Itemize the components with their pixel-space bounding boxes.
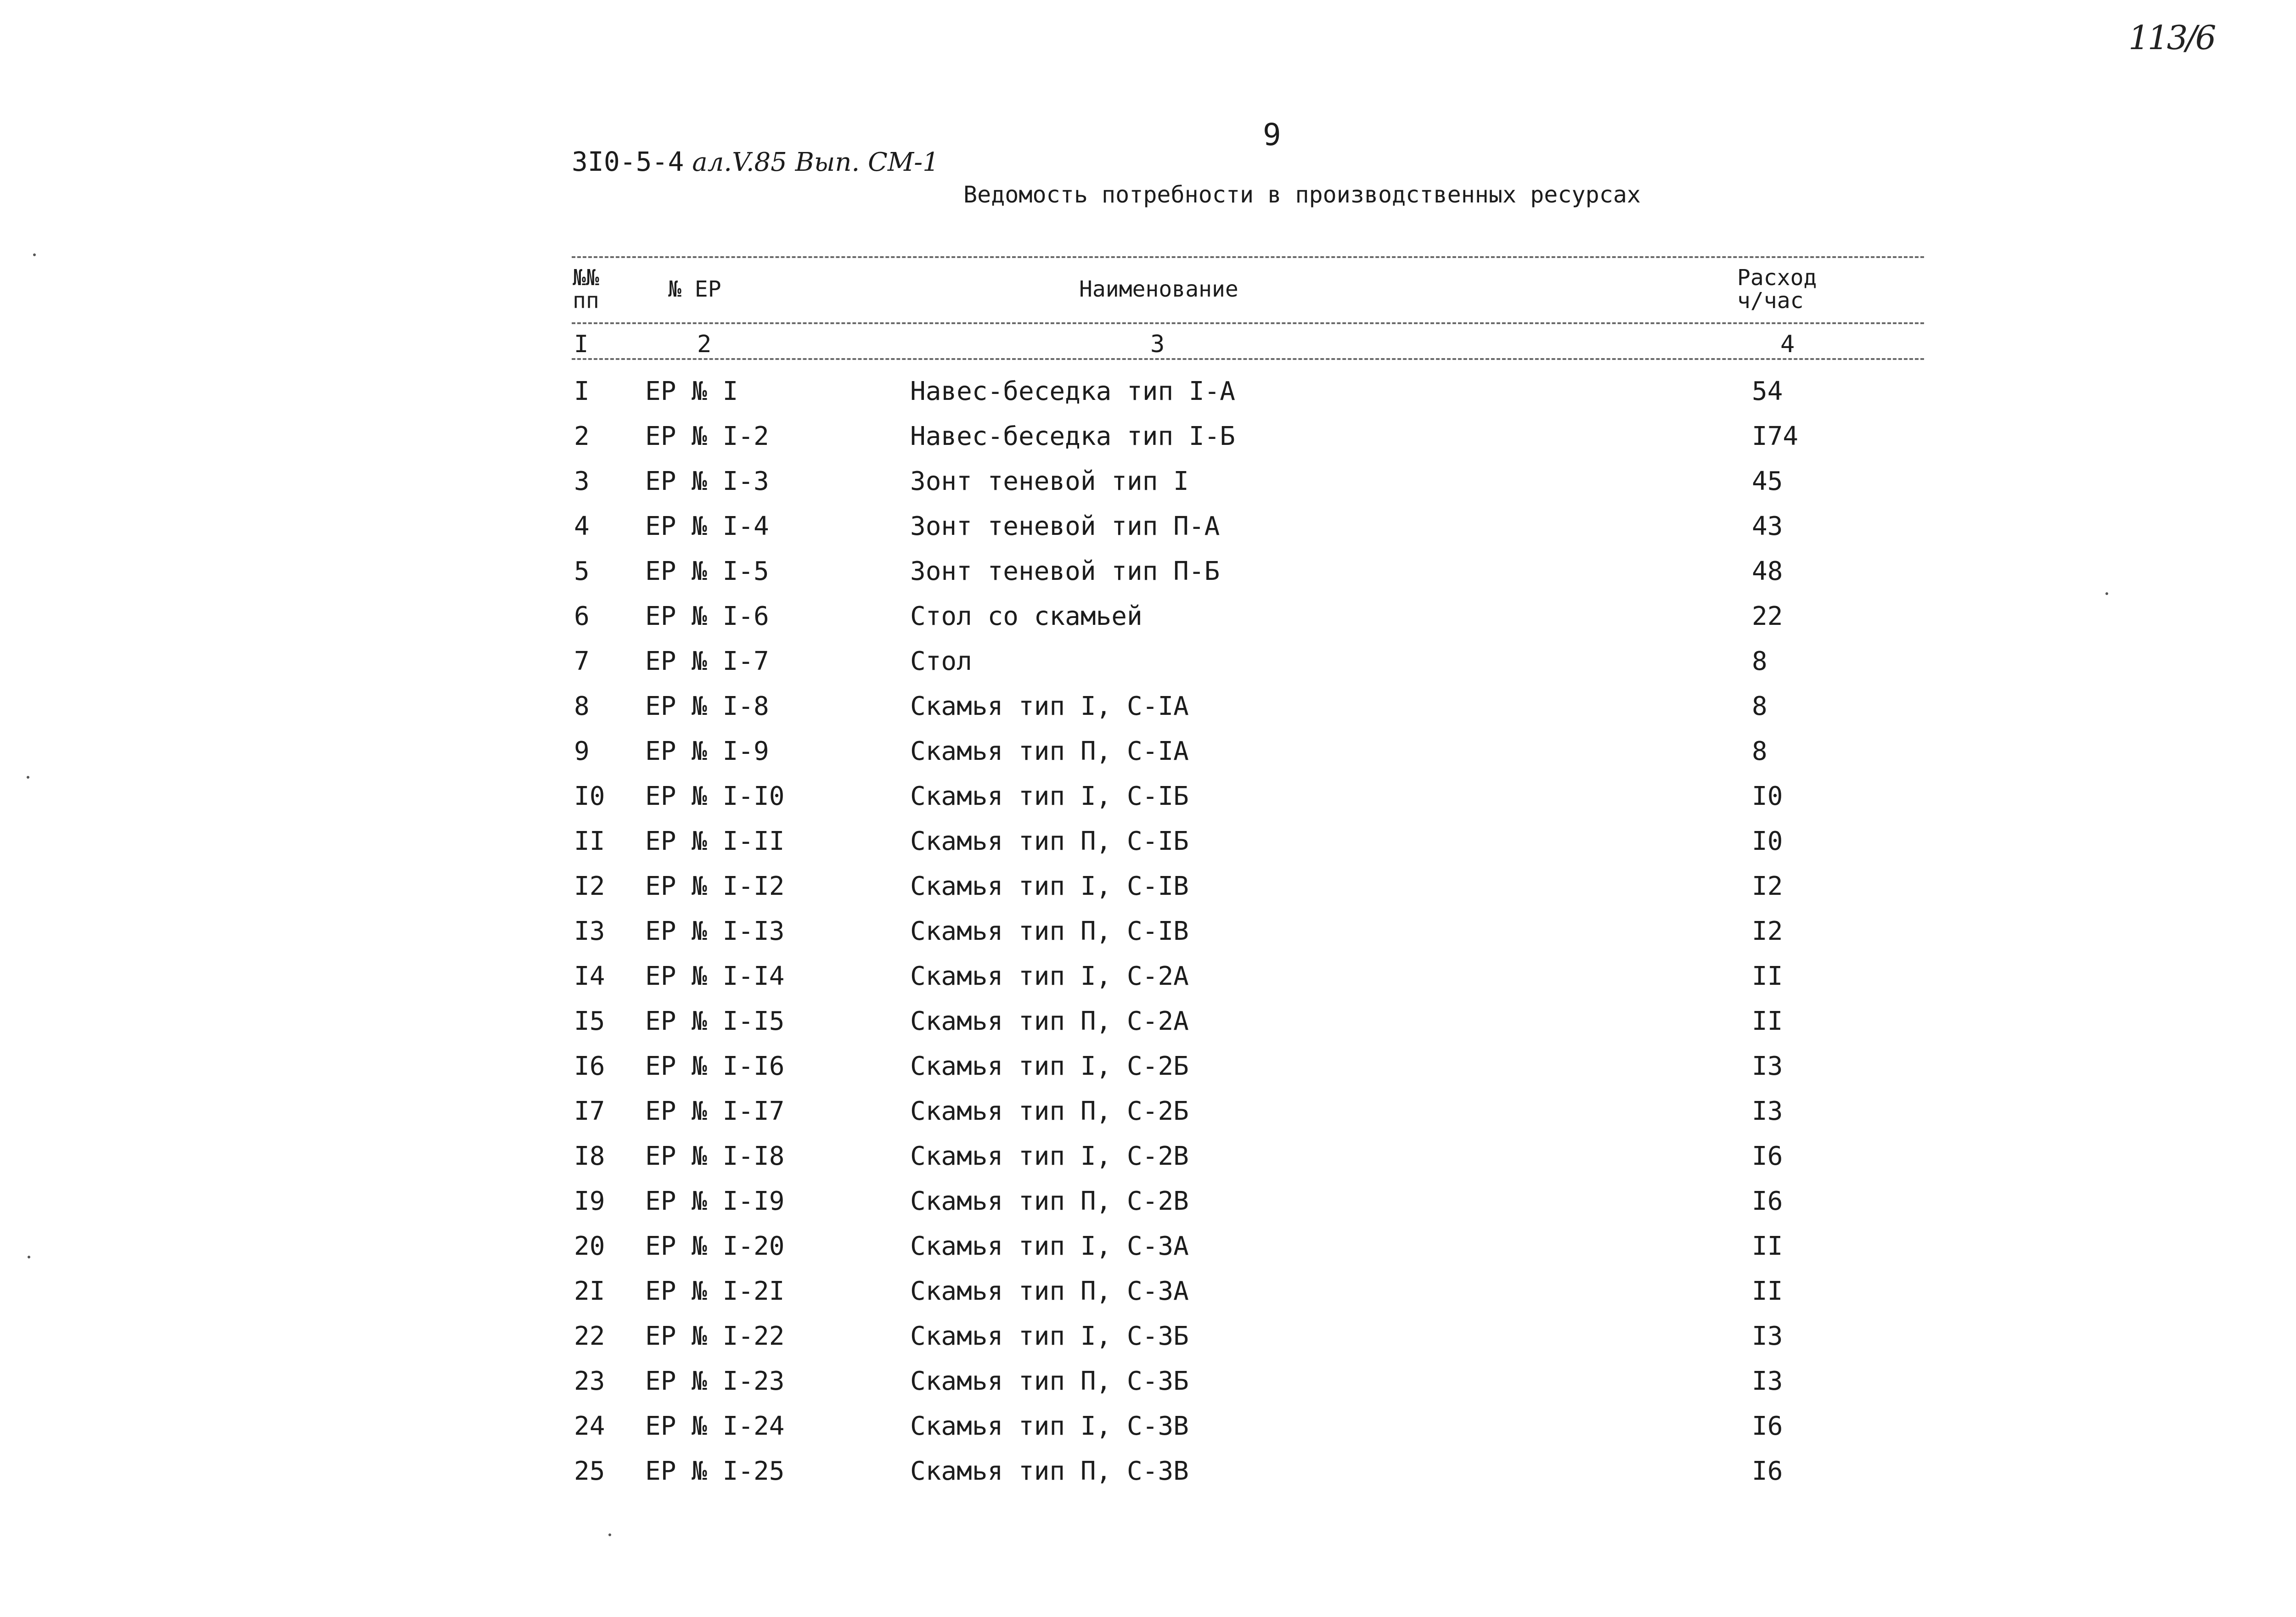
header-consumption (1737, 266, 1817, 312)
row-consumption: II (1752, 1006, 1783, 1036)
row-er-number: ЕР № I-II (645, 826, 785, 856)
row-number: I0 (574, 781, 605, 811)
row-number: 9 (574, 736, 590, 766)
row-name: Скамья тип П, С-IА (910, 736, 1189, 766)
scan-speck (2105, 592, 2108, 595)
row-er-number: ЕР № I-23 (645, 1366, 785, 1396)
table-row (0, 779, 2296, 824)
row-er-number: ЕР № I-9 (645, 736, 769, 766)
row-number: I7 (574, 1096, 605, 1126)
row-er-number: ЕР № I-5 (645, 556, 769, 586)
row-number: 24 (574, 1411, 605, 1441)
row-er-number: ЕР № I-8 (645, 691, 769, 721)
row-consumption: I0 (1752, 781, 1783, 811)
table-row (0, 374, 2296, 419)
row-er-number: ЕР № I-I5 (645, 1006, 785, 1036)
row-number: 6 (574, 601, 590, 631)
row-name: Скамья тип П, С-3Б (910, 1366, 1189, 1396)
row-consumption: I6 (1752, 1186, 1783, 1216)
row-consumption: 54 (1752, 376, 1783, 406)
table-row (0, 1049, 2296, 1094)
table-row (0, 419, 2296, 464)
table-row (0, 464, 2296, 509)
row-name: Скамья тип I, С-2А (910, 961, 1189, 991)
row-name: Скамья тип I, С-IБ (910, 781, 1189, 811)
row-name: Скамья тип П, С-3А (910, 1276, 1189, 1306)
row-number: 22 (574, 1321, 605, 1351)
row-number: I5 (574, 1006, 605, 1036)
row-consumption: I3 (1752, 1096, 1783, 1126)
row-er-number: ЕР № I-7 (645, 646, 769, 676)
row-number: 7 (574, 646, 590, 676)
row-consumption: I2 (1752, 871, 1783, 901)
header-consumption-line1: Расход (1737, 265, 1817, 291)
table-row (0, 1274, 2296, 1319)
row-er-number: ЕР № I-24 (645, 1411, 785, 1441)
row-name: Скамья тип I, С-3А (910, 1231, 1189, 1261)
row-consumption: 45 (1752, 466, 1783, 496)
row-number: 20 (574, 1231, 605, 1261)
row-number: 2 (574, 421, 590, 451)
row-name: Скамья тип I, С-IА (910, 691, 1189, 721)
row-number: 4 (574, 511, 590, 541)
row-number: I (574, 376, 590, 406)
document-code-handwritten: ал.V.85 Вып. СМ-1 (684, 147, 939, 177)
row-consumption: I74 (1752, 421, 1799, 451)
row-er-number: ЕР № I-6 (645, 601, 769, 631)
header-er-number: № ЕР (668, 276, 721, 302)
row-consumption: 8 (1752, 691, 1767, 721)
row-er-number: ЕР № I-I2 (645, 871, 785, 901)
row-consumption: II (1752, 961, 1783, 991)
row-number: 8 (574, 691, 590, 721)
row-number: 23 (574, 1366, 605, 1396)
row-er-number: ЕР № I-I3 (645, 916, 785, 946)
page-number: 9 (1263, 117, 1281, 152)
table-row (0, 734, 2296, 779)
row-er-number: ЕР № I-22 (645, 1321, 785, 1351)
row-name: Навес-беседка тип I-Б (910, 421, 1236, 451)
row-name: Скамья тип П, С-IБ (910, 826, 1189, 856)
row-name: Скамья тип П, С-2Б (910, 1096, 1189, 1126)
row-name: Зонт теневой тип П-Б (910, 556, 1220, 586)
header-consumption-line2: ч/час (1737, 288, 1804, 314)
row-er-number: ЕР № I-I4 (645, 961, 785, 991)
row-consumption: 8 (1752, 736, 1767, 766)
row-consumption: II (1752, 1276, 1783, 1306)
row-consumption: I3 (1752, 1051, 1783, 1081)
row-consumption: 48 (1752, 556, 1783, 586)
table-body (0, 374, 2296, 1499)
row-er-number: ЕР № I-I6 (645, 1051, 785, 1081)
scan-speck (608, 1533, 611, 1536)
row-consumption: I6 (1752, 1411, 1783, 1441)
table-row (0, 599, 2296, 644)
scan-speck (33, 253, 36, 256)
row-er-number: ЕР № I-I8 (645, 1141, 785, 1171)
row-name: Скамья тип I, С-IВ (910, 871, 1189, 901)
row-name: Скамья тип П, С-IВ (910, 916, 1189, 946)
table-row (0, 914, 2296, 959)
row-number: I9 (574, 1186, 605, 1216)
column-number-2: 2 (697, 331, 712, 358)
row-name: Навес-беседка тип I-А (910, 376, 1236, 406)
row-er-number: ЕР № I-I7 (645, 1096, 785, 1126)
table-row (0, 1364, 2296, 1409)
row-consumption: I3 (1752, 1366, 1783, 1396)
row-name: Зонт теневой тип П-А (910, 511, 1220, 541)
row-er-number: ЕР № I-25 (645, 1456, 785, 1486)
row-name: Скамья тип I, С-2В (910, 1141, 1189, 1171)
column-number-3: 3 (1150, 331, 1165, 358)
table-row (0, 509, 2296, 554)
row-er-number: ЕР № I (645, 376, 738, 406)
row-er-number: ЕР № I-2I (645, 1276, 785, 1306)
table-row (0, 1139, 2296, 1184)
header-row-number (573, 266, 599, 312)
row-name: Скамья тип П, С-3В (910, 1456, 1189, 1486)
row-consumption: I6 (1752, 1141, 1783, 1171)
row-consumption: II (1752, 1231, 1783, 1261)
table-row (0, 1454, 2296, 1499)
scan-speck (27, 776, 29, 779)
header-name: Наименование (1079, 276, 1238, 302)
table-row (0, 824, 2296, 869)
document-code-printed: 3I0-5-4 (572, 146, 684, 177)
row-number: I2 (574, 871, 605, 901)
row-number: 3 (574, 466, 590, 496)
row-number: I4 (574, 961, 605, 991)
row-number: II (574, 826, 605, 856)
row-name: Скамья тип П, С-2А (910, 1006, 1189, 1036)
row-er-number: ЕР № I-3 (645, 466, 769, 496)
table-row (0, 959, 2296, 1004)
row-consumption: 8 (1752, 646, 1767, 676)
row-er-number: ЕР № I-I0 (645, 781, 785, 811)
table-top-rule (572, 256, 1924, 258)
document-code (572, 146, 939, 177)
row-number: I6 (574, 1051, 605, 1081)
table-row (0, 1004, 2296, 1049)
table-row (0, 1409, 2296, 1454)
row-er-number: ЕР № I-4 (645, 511, 769, 541)
table-row (0, 644, 2296, 689)
row-number: I8 (574, 1141, 605, 1171)
header-row-number-line2: пп (573, 288, 599, 314)
document-title: Ведомость потребности в производственных ресурсах (963, 181, 1641, 208)
sheet-number-handwritten: 113/6 (2128, 18, 2215, 57)
table-row (0, 554, 2296, 599)
row-number: 2I (574, 1276, 605, 1306)
row-name: Скамья тип I, С-2Б (910, 1051, 1189, 1081)
row-name: Зонт теневой тип I (910, 466, 1189, 496)
row-consumption: I2 (1752, 916, 1783, 946)
row-consumption: 43 (1752, 511, 1783, 541)
row-consumption: I3 (1752, 1321, 1783, 1351)
row-er-number: ЕР № I-2 (645, 421, 769, 451)
column-numbers-rule (572, 358, 1924, 360)
row-number: I3 (574, 916, 605, 946)
table-row (0, 1229, 2296, 1274)
row-er-number: ЕР № I-I9 (645, 1186, 785, 1216)
row-name: Скамья тип I, С-3Б (910, 1321, 1189, 1351)
row-number: 5 (574, 556, 590, 586)
row-name: Стол (910, 646, 972, 676)
row-name: Скамья тип I, С-3В (910, 1411, 1189, 1441)
row-name: Скамья тип П, С-2В (910, 1186, 1189, 1216)
table-row (0, 869, 2296, 914)
row-consumption: I0 (1752, 826, 1783, 856)
header-bottom-rule (572, 322, 1924, 324)
table-row (0, 1319, 2296, 1364)
row-consumption: 22 (1752, 601, 1783, 631)
row-er-number: ЕР № I-20 (645, 1231, 785, 1261)
column-number-4: 4 (1780, 331, 1795, 358)
table-row (0, 1094, 2296, 1139)
header-row-number-line1: №№ (573, 265, 599, 291)
row-name: Стол со скамьей (910, 601, 1142, 631)
table-row (0, 1184, 2296, 1229)
row-number: 25 (574, 1456, 605, 1486)
column-number-1: I (574, 331, 589, 358)
scan-speck (28, 1256, 30, 1258)
table-row (0, 689, 2296, 734)
row-consumption: I6 (1752, 1456, 1783, 1486)
